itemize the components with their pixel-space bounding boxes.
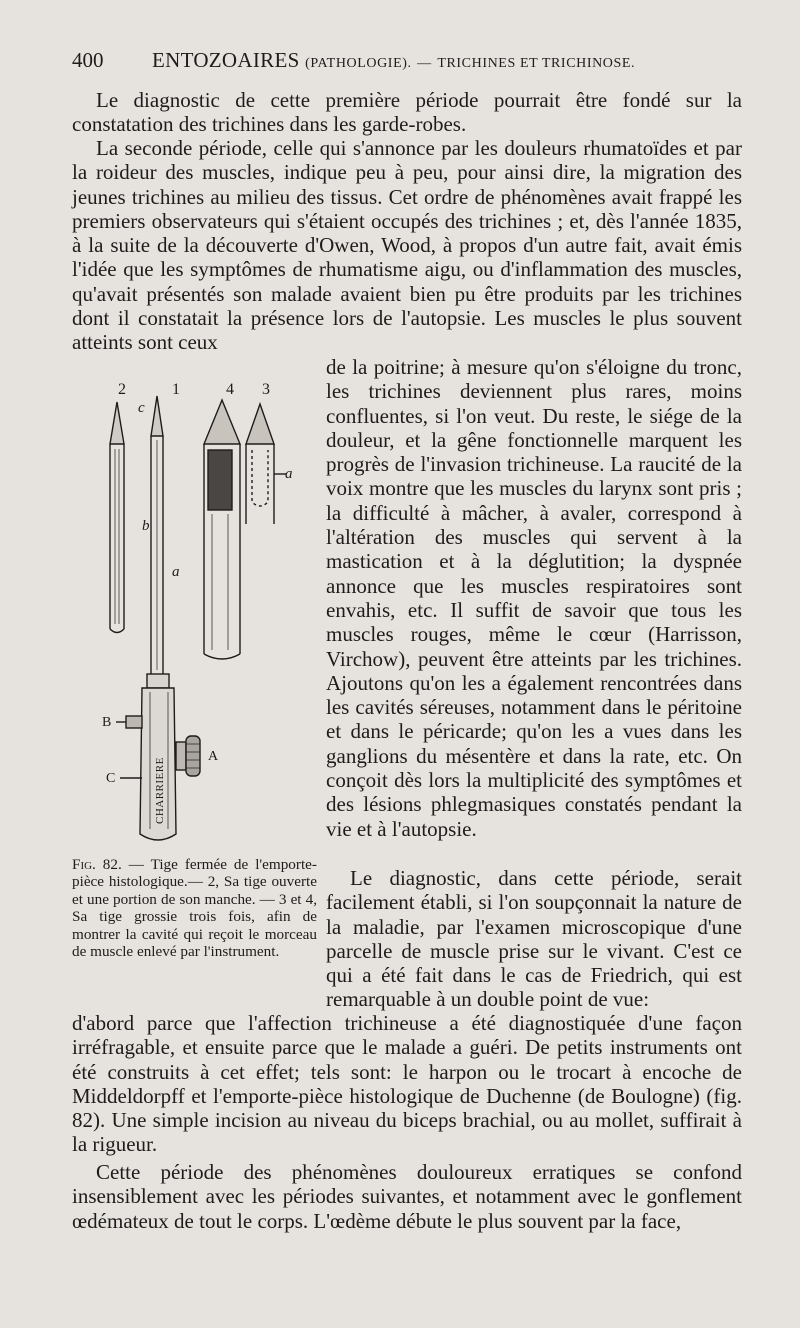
figure-82-emporte-piece: [80, 374, 318, 850]
paragraph-diagnostic-column: Le diagnostic, dans cette période, serait facilement établi, si l'on soupçonnait la nature de la maladie, par l'examen microscopique d'une parcelle de muscle prise sur le vivant. C'est ce qui a été fait dans le cas de Friedrich, qui est remarquable à un double point de vue:: [326, 866, 742, 1012]
label-c-top: c: [138, 400, 145, 416]
paragraph-second-period-column: de la poitrine; à mesure qu'on s'éloigne du tronc, les trichines deviennent plus rares, moins confluentes, si l'on veut. Du reste, le siége de la douleur, et la gêne fonctionnelle marquent les progrès de l'invasion trichineuse. La raucité de la voix montre que les muscles du larynx sont pris ; la difficulté à mâcher, à avaler, correspond à l'altération des muscles qui servent à la mastication et à la déglutition; la dyspnée annonce que les muscles respiratoires sont envahis, etc. Il suffit de savoir que tous les muscles rouges, même le cœur (Harrisson, Virchow), peuvent être atteints par les trichines. Ajoutons qu'on les a également rencontrées dans les cavités séreuses, notamment dans le péritoine et dans le péricarde; qu'on les a vues dans les ganglions du mésentère et dans la rate, etc. On conçoit dès lors la multiplicité des symptômes et des lésions phlegmasiques constatés pendant la vie et à l'autopsie.: [326, 355, 742, 841]
magnified-tige-drawing: [204, 400, 240, 659]
label-A: A: [208, 749, 219, 764]
title-paren: (PATHOLOGIE).: [305, 56, 412, 71]
paragraph-diagnostic-first-period: Le diagnostic de cette première période pourrait être fondé sur la constatation des trichines dans les garde-robes.: [72, 88, 742, 137]
title-section: TRICHINES ET TRICHINOSE.: [437, 56, 636, 71]
label-B: B: [102, 715, 112, 730]
paragraph-diagnostic-continued: d'abord parce que l'affection trichineuse a été diagnostiquée d'une façon irréfragable, et ensuite parce que le malade a guéri. De petits instruments ont été construits à cet effet; tels sont: le harpon ou le trocart à encoche de Middeldorpff et l'emporte-pièce histologique de Duchenne (de Boulogne) (fig. 82). Une simple incision au niveau du biceps brachial, ou au mollet, suffirait à la rigueur.: [72, 1011, 742, 1157]
running-title: [152, 48, 635, 73]
label-a-right: a: [285, 466, 293, 482]
figure-caption-number: Fig. 82.: [72, 856, 122, 873]
needle-open-drawing: [110, 402, 124, 633]
label-a-mid: a: [172, 564, 180, 580]
magnified-closed-tige-drawing: [246, 404, 286, 524]
instrument-illustration: [80, 374, 318, 850]
title-separator: —: [417, 56, 432, 71]
title-main: ENTOZOAIRES: [152, 48, 300, 72]
figure-caption: [72, 856, 317, 960]
running-header: [72, 48, 742, 74]
label-fig-3: 3: [262, 381, 270, 398]
maker-mark: CHARRIERE: [154, 757, 166, 824]
label-fig-1: 1: [172, 381, 180, 398]
label-C: C: [106, 771, 116, 786]
label-fig-4: 4: [226, 381, 234, 398]
label-b-mid: b: [142, 518, 150, 534]
page-number: 400: [72, 48, 104, 72]
paragraph-erratic-phenomena: Cette période des phénomènes douloureux erratiques se confond insensiblement avec les périodes suivantes, et notamment avec le gonflement œdémateux de tout le corps. L'œdème débute le plus souvent par la face,: [72, 1160, 742, 1233]
figure-caption-text: — Tige fermée de l'emporte-pièce histologique.— 2, Sa tige ouverte et une portion de son manche. — 3 et 4, Sa tige grossie trois fois, afin de montrer la cavité qui reçoit le morceau de muscle enlevé par l'instrument.: [72, 856, 317, 961]
paragraph-second-period: La seconde période, celle qui s'annonce par les douleurs rhumatoïdes et par la roideur des muscles, indique peu à peu, pour ainsi dire, la migration des jeunes trichines au milieu des tissus. Cet ordre de phénomènes avait frappé les premiers observateurs qui s'étaient occupés des trichines ; et, dès l'année 1835, à la suite de la découverte d'Owen, Wood, à propos d'un autre fait, avait émis l'idée que les symptômes de rhumatisme aigu, ou d'inflammation des muscles, qu'avait présentés son malade avaient bien pu être produits par les trichines dont il constatait la présence lors de l'autopsie. Les muscles le plus souvent atteints sont ceux: [72, 136, 742, 355]
label-fig-2: 2: [118, 381, 126, 398]
